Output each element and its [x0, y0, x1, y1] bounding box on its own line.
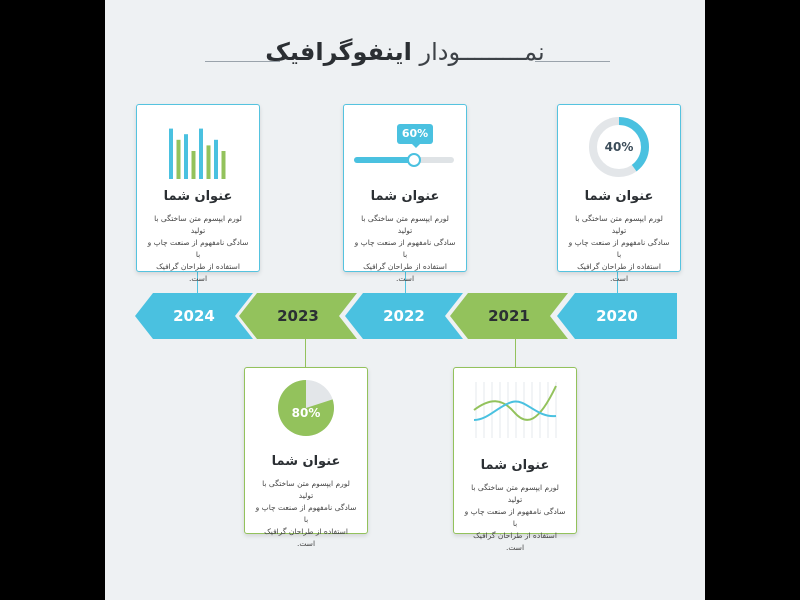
card-line: استفاده از طراحان گرافیک است. — [264, 527, 348, 548]
bar-mark — [177, 140, 181, 179]
card-body-2022 — [354, 213, 456, 285]
connector-2021 — [515, 338, 516, 368]
bar-mark — [207, 145, 211, 179]
card-body-2024 — [147, 213, 249, 285]
card-line: استفاده از طراحان گرافیک است. — [473, 531, 557, 552]
card-title-2020: عنوان شما — [584, 189, 654, 204]
slider-fill — [354, 157, 414, 163]
card-line: لورم ایپسوم متن ساختگی با تولید — [361, 214, 449, 235]
card-line: لورم ایپسوم متن ساختگی با تولید — [262, 479, 350, 500]
bar-mark — [222, 151, 226, 179]
page-title — [105, 38, 705, 66]
card-line: لورم ایپسوم متن ساختگی با تولید — [575, 214, 663, 235]
bar-mark — [192, 151, 196, 179]
year-label-2021: 2021 — [488, 307, 530, 325]
donut-percent: 40% — [604, 140, 634, 154]
badge-pointer — [411, 143, 421, 148]
card-2024 — [136, 104, 260, 283]
card-2023 — [244, 367, 368, 548]
bar-mark — [214, 140, 218, 179]
timeline-arrow-2023 — [239, 293, 357, 339]
year-label-2020: 2020 — [596, 307, 638, 325]
card-body-2021 — [464, 482, 566, 554]
card-line: لورم ایپسوم متن ساختگی با تولید — [471, 483, 559, 504]
bar-mark — [184, 134, 188, 179]
timeline-arrow-2022 — [345, 293, 463, 339]
title-light: نمـــــــــودار — [419, 38, 545, 66]
card-title-2022: عنوان شما — [370, 189, 440, 204]
bar-mark — [199, 129, 203, 179]
card-line: سادگی نامفهوم از صنعت چاپ و با — [464, 507, 566, 528]
card-line: استفاده از طراحان گرافیک است. — [577, 262, 661, 283]
card-line: سادگی نامفهوم از صنعت چاپ و با — [255, 503, 357, 524]
card-2020 — [557, 104, 681, 283]
card-line: سادگی نامفهوم از صنعت چاپ و با — [354, 238, 456, 259]
infographic-canvas — [105, 0, 705, 600]
bar-chart-icon — [167, 119, 229, 181]
card-2021 — [453, 367, 577, 552]
bar-mark — [169, 129, 173, 179]
timeline-arrow-2024 — [135, 293, 253, 339]
timeline-arrow-2021 — [450, 293, 568, 339]
card-line: سادگی نامفهوم از صنعت چاپ و با — [147, 238, 249, 259]
card-title-2021: عنوان شما — [480, 458, 550, 473]
title-bold: اینفوگرافیک — [265, 38, 412, 66]
year-label-2023: 2023 — [277, 307, 319, 325]
card-body-2023 — [255, 478, 357, 550]
card-title-2023: عنوان شما — [271, 454, 341, 469]
card-line: استفاده از طراحان گرافیک است. — [156, 262, 240, 283]
year-label-2022: 2022 — [383, 307, 425, 325]
slider-value-badge: 60% — [397, 124, 433, 144]
slider-knob — [407, 153, 421, 167]
title-area — [105, 38, 705, 78]
card-line: لورم ایپسوم متن ساختگی با تولید — [154, 214, 242, 235]
card-line: سادگی نامفهوم از صنعت چاپ و با — [568, 238, 670, 259]
timeline-arrow-2020 — [557, 293, 677, 339]
card-body-2020 — [568, 213, 670, 285]
connector-2023 — [305, 338, 306, 368]
line-chart-icon — [472, 380, 558, 440]
card-2022 — [343, 104, 467, 283]
pie-percent: 80% — [291, 406, 321, 420]
card-title-2024: عنوان شما — [163, 189, 233, 204]
year-label-2024: 2024 — [173, 307, 215, 325]
card-line: استفاده از طراحان گرافیک است. — [363, 262, 447, 283]
